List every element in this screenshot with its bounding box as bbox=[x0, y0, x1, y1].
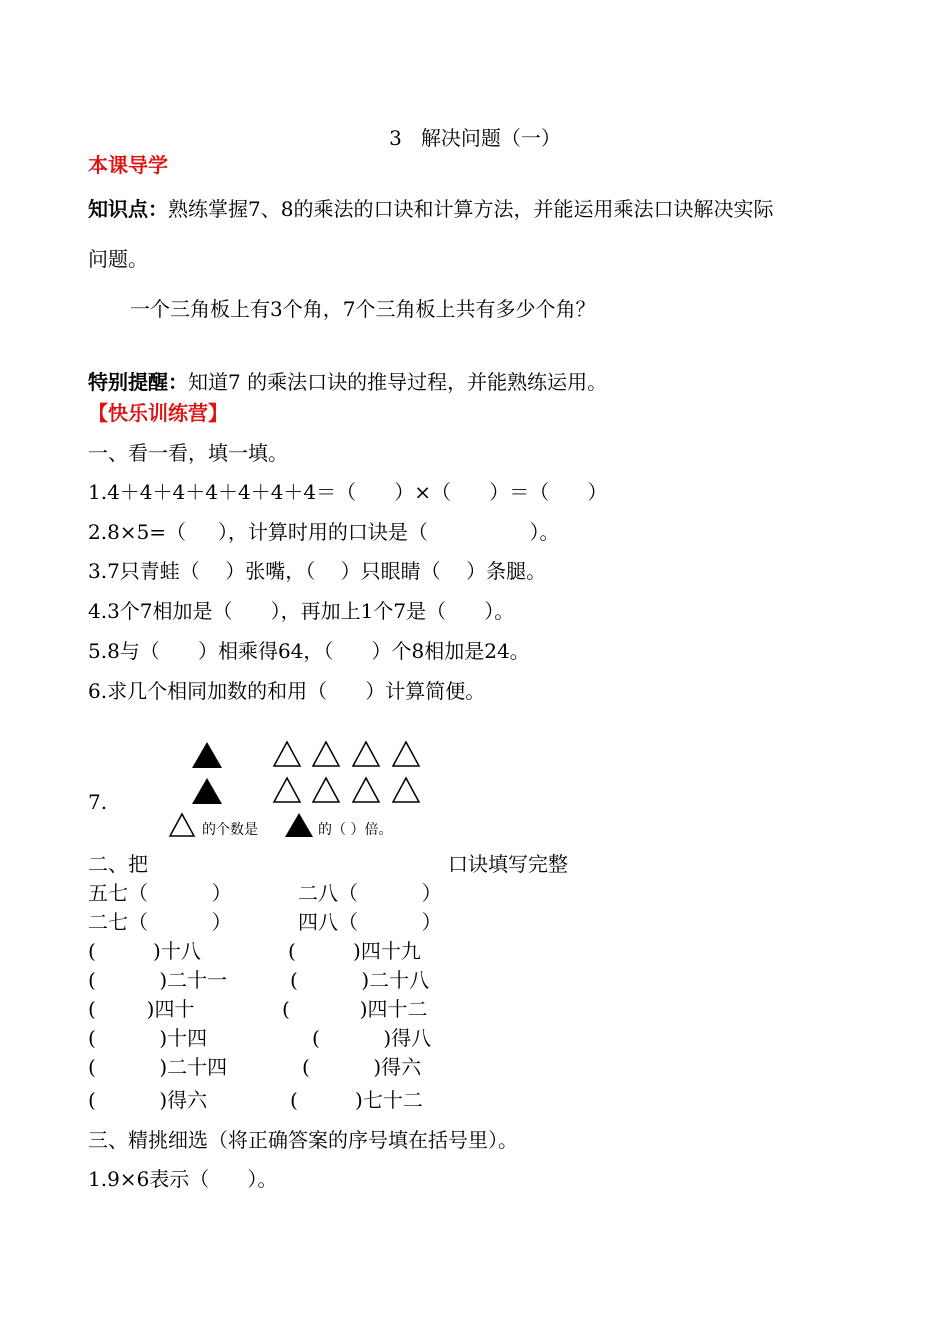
section1-heading: 一、看一看，填一填。 bbox=[88, 441, 288, 465]
outline-triangle-icon bbox=[168, 812, 196, 838]
rhyme-left: ( )得六 bbox=[88, 1088, 208, 1112]
example-problem: 一个三角板上有3个角，7个三角板上共有多少个角？ bbox=[130, 297, 596, 321]
rhyme-right: ( )得八 bbox=[312, 1026, 432, 1050]
triangle-figure bbox=[190, 740, 430, 810]
rhyme-right: ( )四十二 bbox=[282, 997, 428, 1021]
guide-heading: 本课导学 bbox=[88, 153, 168, 177]
filled-triangle-icon bbox=[284, 812, 314, 838]
outline-triangle-icon bbox=[313, 778, 339, 802]
reminder-label: 特别提醒： bbox=[88, 370, 188, 394]
section3-item: 1.9×6表示（ ）。 bbox=[88, 1167, 278, 1191]
rhyme-right: 四八（ ） bbox=[298, 910, 442, 934]
rhyme-left: 五七（ ） bbox=[88, 881, 232, 905]
rhyme-left: ( )四十 bbox=[88, 997, 195, 1021]
rhyme-left: ( )十四 bbox=[88, 1026, 208, 1050]
rhyme-left: 二七（ ） bbox=[88, 910, 232, 934]
section1-item: 6.求几个相同加数的和用（ ）计算简便。 bbox=[88, 679, 486, 703]
rhyme-left: ( )二十四 bbox=[88, 1055, 228, 1079]
item7-caption-b: 的（ ）倍。 bbox=[318, 822, 393, 838]
filled-triangle-icon bbox=[192, 742, 222, 768]
reminder-line bbox=[88, 369, 607, 395]
section1-item: 1.4＋4＋4＋4＋4＋4＋4＝（ ）×（ ）＝（ ） bbox=[88, 480, 608, 504]
page-title: 3 解决问题（一） bbox=[389, 126, 561, 150]
rhyme-left: ( )二十一 bbox=[88, 968, 228, 992]
outline-triangle-icon bbox=[353, 742, 379, 766]
rhyme-right: ( )得六 bbox=[302, 1055, 422, 1079]
item7-caption-a: 的个数是 bbox=[202, 822, 258, 838]
reminder-text: 知道7 的乘法口诀的推导过程，并能熟练运用。 bbox=[188, 370, 608, 394]
rhyme-right: ( )二十八 bbox=[290, 968, 430, 992]
outline-triangle-icon bbox=[274, 778, 300, 802]
section3-heading: 三、精挑细选（将正确答案的序号填在括号里）。 bbox=[88, 1128, 518, 1152]
knowledge-line2: 问题。 bbox=[88, 247, 148, 271]
rhyme-right: 二八（ ） bbox=[298, 881, 442, 905]
outline-triangle-icon bbox=[393, 742, 419, 766]
section1-item: 5.8与（ ）相乘得64，（ ）个8相加是24。 bbox=[88, 639, 530, 663]
camp-heading: 【快乐训练营】 bbox=[88, 401, 228, 425]
outline-triangle-icon bbox=[353, 778, 379, 802]
filled-triangle-icon bbox=[192, 778, 222, 804]
section2-heading-right: 口诀填写完整 bbox=[448, 852, 568, 876]
section1-item: 2.8×5=（ ），计算时用的口诀是（ ）。 bbox=[88, 520, 560, 544]
section1-item: 4.3个7相加是（ ），再加上1个7是（ ）。 bbox=[88, 599, 515, 623]
rhyme-right: ( )七十二 bbox=[290, 1088, 423, 1112]
item7-number: 7. bbox=[88, 790, 108, 814]
outline-triangle-icon bbox=[313, 742, 339, 766]
rhyme-right: ( )四十九 bbox=[288, 939, 421, 963]
outline-triangle-icon bbox=[274, 742, 300, 766]
section2-heading-left: 二、把 bbox=[88, 852, 148, 876]
knowledge-text: 熟练掌握7、8的乘法的口诀和计算方法，并能运用乘法口诀解决实际 bbox=[168, 197, 774, 221]
rhyme-left: ( )十八 bbox=[88, 939, 201, 963]
section1-item: 3.7只青蛙（ ）张嘴，（ ）只眼睛（ ）条腿。 bbox=[88, 559, 547, 583]
outline-triangle-icon bbox=[393, 778, 419, 802]
knowledge-label: 知识点： bbox=[88, 197, 168, 221]
knowledge-line1 bbox=[88, 196, 773, 222]
